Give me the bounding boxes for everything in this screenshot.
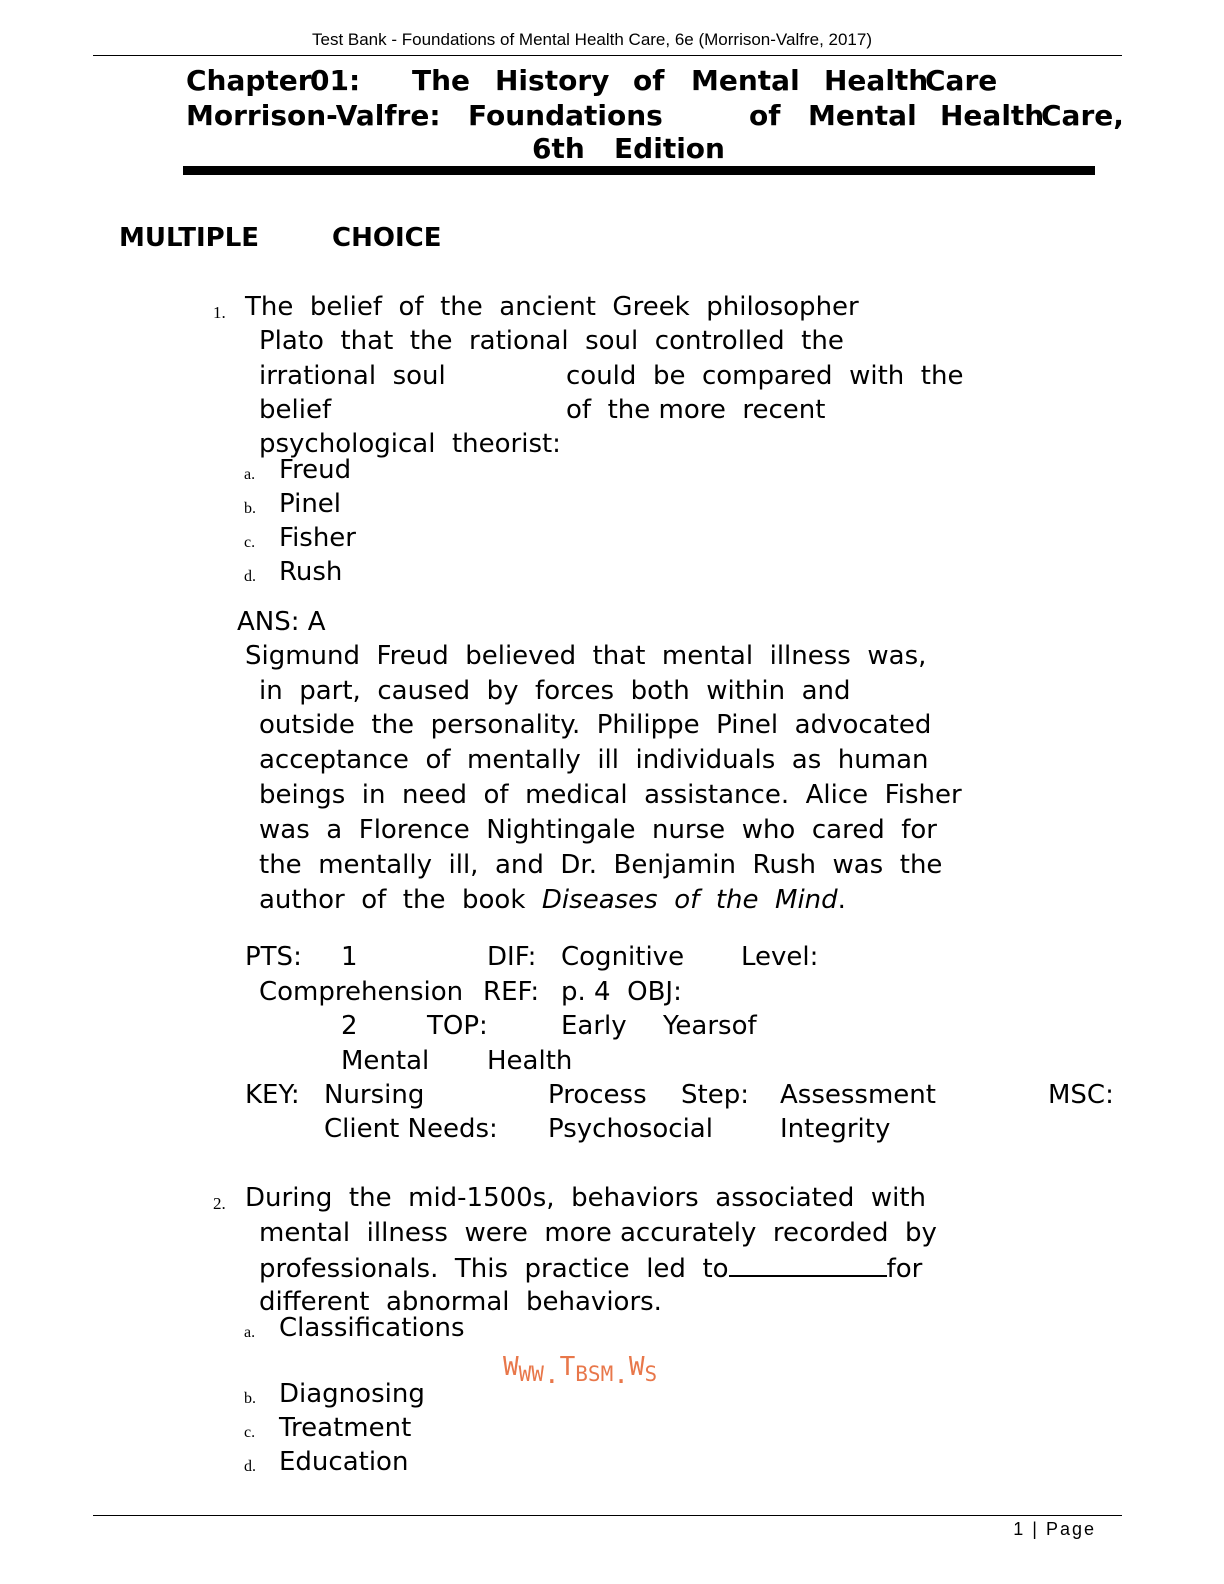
title-word: The <box>412 64 471 97</box>
rationale-line: the mentally ill, and Dr. Benjamin Rush was the <box>259 850 943 880</box>
stem-text: for <box>886 1254 923 1284</box>
title-word: Health <box>824 64 929 97</box>
title-word: Mental <box>691 64 800 97</box>
meta-value: Early <box>561 1011 627 1041</box>
watermark-char: WW <box>518 1362 544 1386</box>
question-stem-line: of the more recent <box>566 395 826 425</box>
option-text: Diagnosing <box>279 1379 425 1409</box>
header-rule <box>93 55 1122 56</box>
meta-label: PTS: <box>245 942 302 972</box>
meta-value: Health <box>487 1046 573 1076</box>
meta-label: Level: <box>741 942 819 972</box>
title-word: Morrison-Valfre: <box>186 99 441 132</box>
meta-value: Assessment <box>780 1080 936 1110</box>
watermark-char: M <box>600 1362 614 1386</box>
watermark-char: BS <box>575 1362 601 1386</box>
option-text: Pinel <box>279 489 342 519</box>
rationale-line: in part, caused by forces both within and <box>259 676 851 706</box>
title-word: Mental <box>808 99 917 132</box>
meta-value: Comprehension <box>259 977 464 1007</box>
page-label: Page <box>1045 1519 1096 1539</box>
rationale-line: Sigmund Freud believed that mental illness was, <box>245 641 927 671</box>
title-word: History <box>495 64 610 97</box>
question-stem-line: different abnormal behaviors. <box>259 1287 662 1317</box>
question-number: 1. <box>213 303 226 322</box>
option-letter: d. <box>244 568 256 585</box>
meta-value: Step: <box>681 1080 749 1110</box>
question-stem-line <box>259 1253 922 1284</box>
option-letter: b. <box>244 500 256 517</box>
book-title: Diseases of the Mind <box>541 885 838 915</box>
meta-value: 2 <box>341 1011 358 1041</box>
meta-value: Mental <box>341 1046 430 1076</box>
question-stem-line: psychological theorist: <box>259 429 561 459</box>
footer-separator: | <box>1032 1519 1039 1539</box>
watermark-char: S <box>644 1362 658 1386</box>
section-heading: MULTIPLE <box>119 223 260 253</box>
meta-value: Psychosocial <box>548 1114 713 1144</box>
rationale-line: outside the personality. Philippe Pinel advocated <box>259 710 932 740</box>
meta-label: KEY: <box>245 1080 300 1110</box>
rationale-line <box>259 885 846 915</box>
option-text: Education <box>279 1447 409 1477</box>
option-letter: a. <box>244 466 256 483</box>
watermark-char: . <box>543 1360 560 1390</box>
rationale-line: beings in need of medical assistance. Alice Fisher <box>259 780 962 810</box>
question-stem-line: belief <box>259 395 332 425</box>
page-number: 1 <box>1013 1519 1026 1539</box>
fill-in-blank <box>729 1253 887 1277</box>
option-text: Fisher <box>279 523 356 553</box>
meta-value: p. 4 OBJ: <box>561 977 682 1007</box>
meta-value: 1 <box>341 942 358 972</box>
option-letter: c. <box>244 1424 256 1441</box>
watermark-char: W <box>628 1352 645 1382</box>
option-letter: a. <box>244 1324 256 1341</box>
title-divider-bar <box>183 166 1095 175</box>
question-stem-line: Plato that the rational soul controlled the <box>259 326 844 356</box>
rationale-line: was a Florence Nightingale nurse who cared for <box>259 815 937 845</box>
watermark <box>503 1352 658 1390</box>
title-word: Care <box>925 64 998 97</box>
watermark-char: T <box>559 1352 576 1382</box>
meta-value: Nursing <box>324 1080 425 1110</box>
title-word: 01: <box>310 64 361 97</box>
meta-value: Cognitive <box>561 942 685 972</box>
title-word: Care, <box>1041 99 1124 132</box>
option-letter: c. <box>244 534 256 551</box>
meta-label: REF: <box>483 977 540 1007</box>
question-number: 2. <box>213 1194 226 1213</box>
title-word: Chapter <box>186 64 312 97</box>
option-letter: d. <box>244 1458 256 1475</box>
watermark-char: . <box>613 1360 629 1390</box>
option-text: Freud <box>279 455 352 485</box>
question-stem-line: The belief of the ancient Greek philosopher <box>245 292 859 322</box>
answer-key: ANS: A <box>237 607 326 637</box>
rationale-line: acceptance of mentally ill individuals as human <box>259 745 929 775</box>
footer-rule <box>93 1515 1122 1516</box>
title-word: of <box>633 64 665 97</box>
page-footer <box>1013 1519 1096 1540</box>
option-text: Rush <box>279 557 343 587</box>
section-heading: CHOICE <box>332 223 442 253</box>
rationale-text: . <box>837 885 846 915</box>
running-header: Test Bank - Foundations of Mental Health Care, 6e (Morrison-Valfre, 2017) <box>311 30 872 49</box>
title-word: Foundations <box>468 99 663 132</box>
meta-value: Client Needs: <box>324 1114 498 1144</box>
rationale-text: author of the book <box>259 885 542 915</box>
meta-value: Yearsof <box>663 1011 757 1041</box>
meta-label: MSC: <box>1048 1080 1114 1110</box>
question-stem-line: During the mid-1500s, behaviors associated with <box>245 1183 927 1213</box>
meta-label: TOP: <box>427 1011 488 1041</box>
meta-value: Integrity <box>780 1114 891 1144</box>
title-word: of <box>749 99 781 132</box>
title-edition: 6th Edition <box>532 132 725 165</box>
watermark-char: W <box>503 1352 519 1382</box>
question-stem-line: mental illness were more accurately recorded by <box>259 1218 937 1248</box>
stem-text: professionals. This practice led to <box>259 1254 729 1284</box>
question-stem-line: could be compared with the <box>566 361 964 391</box>
option-letter: b. <box>244 1390 256 1407</box>
meta-label: DIF: <box>487 942 537 972</box>
title-word: Health <box>940 99 1045 132</box>
meta-value: Process <box>548 1080 647 1110</box>
question-stem-line: irrational soul <box>259 361 446 391</box>
option-text: Classifications <box>279 1313 465 1343</box>
option-text: Treatment <box>279 1413 412 1443</box>
